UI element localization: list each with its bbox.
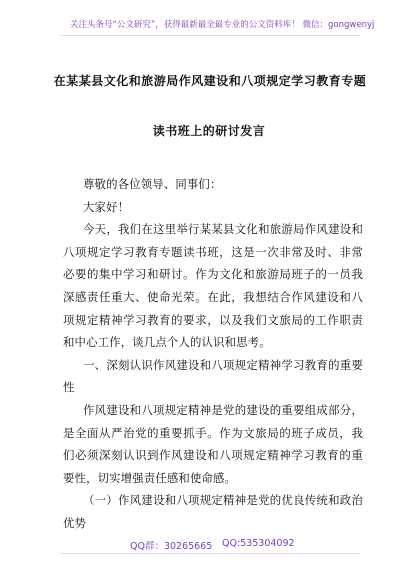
footer-qq-group: QQ群：30265665 — [130, 541, 213, 552]
header-divider — [60, 35, 360, 36]
document-body — [63, 173, 363, 535]
document-title-line-2: 读书班上的研讨发言 — [152, 124, 266, 138]
section-heading-1: 一、深刻认识作风建设和八项规定精神学习教育的重要性 — [63, 357, 363, 395]
greeting: 大家好！ — [83, 199, 130, 214]
document-title-line-1: 在某某县文化和旅游局作风建设和八项规定学习教育专题 — [53, 74, 367, 88]
footer-divider — [60, 553, 360, 554]
header-banner: 关注头条号“公文研究”，获得最新最全最专业的公文资料库！ 微信：gongwenyj — [70, 20, 375, 30]
subsection-heading-1: （一）作风建设和八项规定精神是党的优良传统和政治优势 — [63, 493, 363, 530]
paragraph-importance: 作风建设和八项规定精神是党的建设的重要组成部分，是全面从严治党的重要抓手。作为文旅局的班子成员，我们必须深刻认识到作风建设和八项规定精神学习教育的重要性，切实增强责任感和使命感。 — [63, 402, 363, 485]
footer-qq-contact: QQ:535304092 — [222, 538, 295, 549]
salutation: 尊敬的各位领导、同事们： — [83, 177, 222, 191]
paragraph-intro: 今天，我们在这里举行某某县文化和旅游局作风建设和八项规定学习教育专题读书班，这是一次非常及时、非常必要的集中学习和研讨。作为文化和旅游局班子的一员我深感责任重大、使命光荣。在此，我想结合作风建设和八项规定精神学习教育的要求，以及我们文旅局的工作职责和中心工作，谈几点个人的认识和思考。 — [63, 222, 363, 350]
